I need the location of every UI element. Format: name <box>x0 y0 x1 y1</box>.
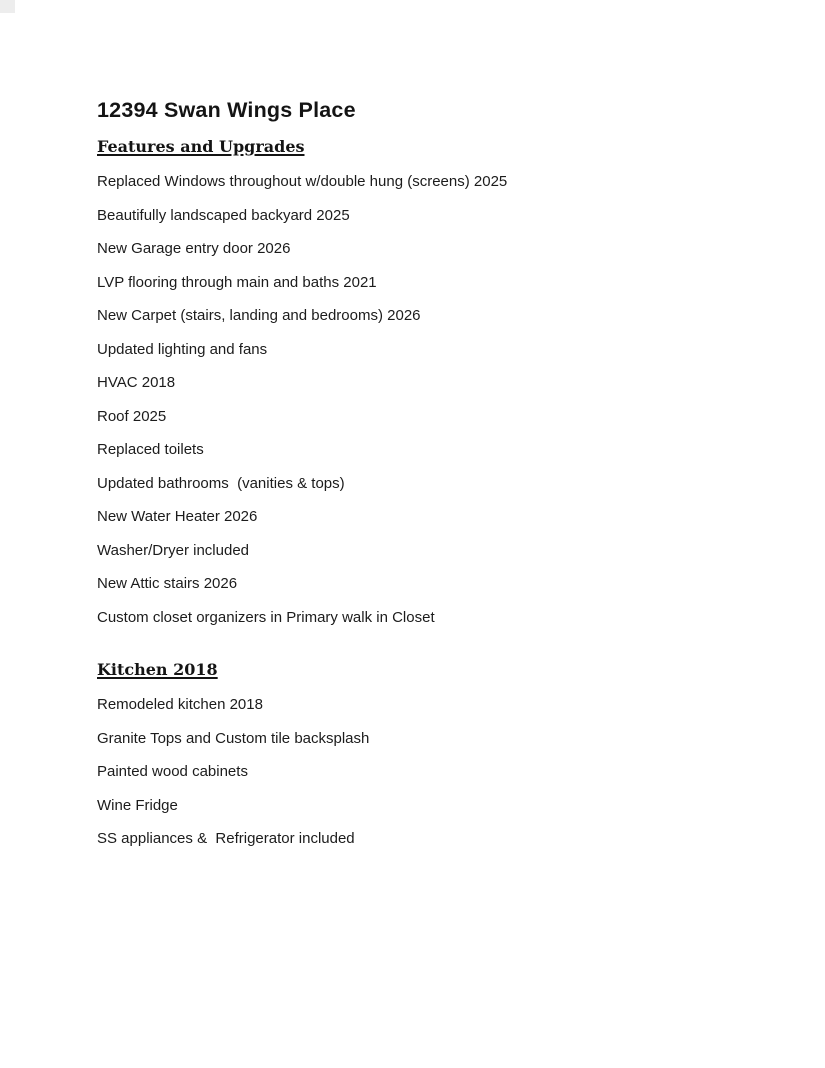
feature-line: New Garage entry door 2026 <box>97 240 291 257</box>
page-title: 12394 Swan Wings Place <box>97 98 356 122</box>
section-heading-kitchen-2018: Kitchen 2018 <box>97 660 218 679</box>
feature-line: Remodeled kitchen 2018 <box>97 696 263 713</box>
feature-line: Replaced toilets <box>97 441 204 458</box>
feature-line: Granite Tops and Custom tile backsplash <box>97 729 370 747</box>
feature-line: Washer/Dryer included <box>97 541 249 559</box>
feature-line: Updated lighting and fans <box>97 340 268 358</box>
feature-line: New Water Heater 2026 <box>97 508 258 525</box>
feature-line: SS appliances & Refrigerator included <box>97 830 355 847</box>
feature-line: New Carpet (stairs, landing and bedrooms) 2026 <box>97 307 421 324</box>
feature-line: Custom closet organizers in Primary walk in Closet <box>97 608 435 626</box>
feature-line: Replaced Windows throughout w/double hung (screens) 2025 <box>97 173 508 190</box>
feature-line: New Attic stairs 2026 <box>97 575 238 592</box>
feature-line: Wine Fridge <box>97 796 178 814</box>
feature-line: LVP flooring through main and baths 2021 <box>97 273 377 291</box>
feature-line: Painted wood cabinets <box>97 763 248 780</box>
section-heading-features-and-upgrades: Features and Upgrades <box>97 137 305 156</box>
page-corner-artifact <box>0 0 15 13</box>
feature-line: Beautifully landscaped backyard 2025 <box>97 206 350 224</box>
feature-line: HVAC 2018 <box>97 374 176 391</box>
feature-line: Updated bathrooms (vanities & tops) <box>97 474 345 492</box>
document-content <box>97 97 757 863</box>
feature-line: Roof 2025 <box>97 407 167 425</box>
